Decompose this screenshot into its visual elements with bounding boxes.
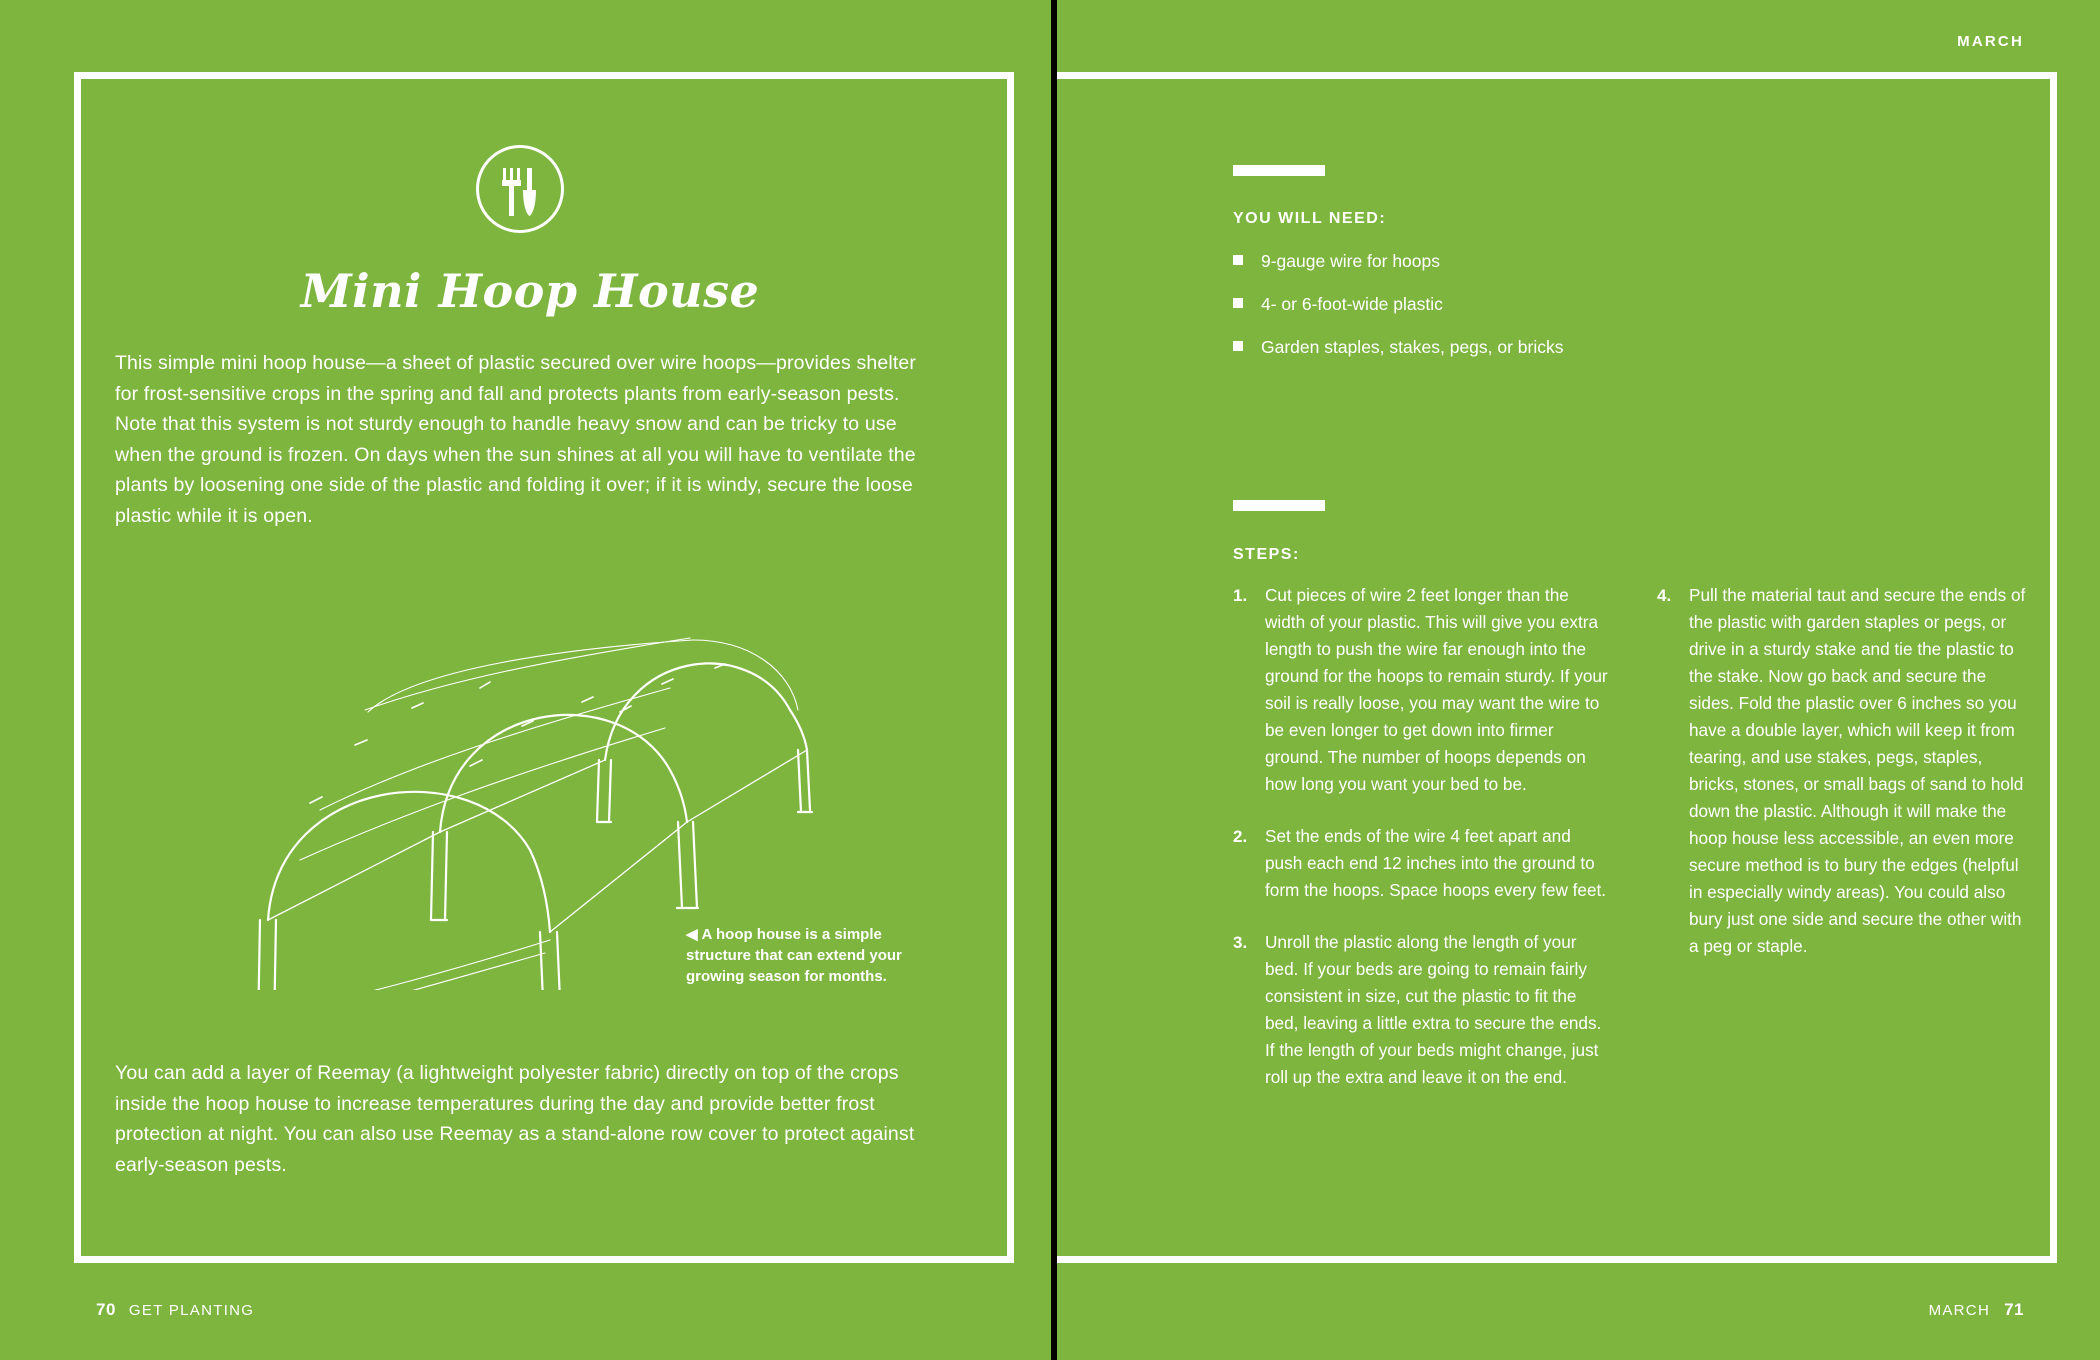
running-head: MARCH xyxy=(1957,33,2024,50)
left-page-number: 70 xyxy=(96,1300,116,1319)
square-bullet-icon xyxy=(1233,255,1243,265)
step-text: Unroll the plastic along the length of your bed. If your beds are going to remain fairly consistent in size, cut the plastic to fit the bed, leaving a little extra to secure the ends. If the length of your beds might change, just roll up the extra and leave it on the end. xyxy=(1265,932,1602,1087)
left-folio-label: GET PLANTING xyxy=(128,1302,255,1319)
step-item xyxy=(1233,582,1609,798)
step-number: 3. xyxy=(1233,933,1248,952)
steps-columns xyxy=(1233,582,2033,1116)
right-page xyxy=(1057,0,2100,1360)
step-item xyxy=(1657,582,2033,960)
step-number: 4. xyxy=(1657,586,1672,605)
step-text: Pull the material taut and secure the ends of the plastic with garden staples or pegs, or drive in a sturdy stake and tie the plastic to the stake. Now go back and secure the sides. Fold the plastic over 6 inches so you have a double layer, which will keep it from tearing, and use stakes, pegs, staples, bricks, stones, or small bags of sand to hold down the plastic. Although it will make the hoop house less accessible, an even more secure method is to bury the edges (helpful in especially windy areas). You could also bury just one side and secure the other with a peg or staple. xyxy=(1689,585,2026,956)
step-number: 1. xyxy=(1233,586,1248,605)
steps-column-left xyxy=(1233,582,1609,1116)
right-folio-label: MARCH xyxy=(1928,1302,1991,1319)
list-item xyxy=(1233,248,1653,274)
outro-paragraph: You can add a layer of Reemay (a lightweight polyester fabric) directly on top of the crops inside the hoop house to increase temperatures during the day and provide better frost protection at night. You can also use Reemay as a stand-alone row cover to protect against early-season pests. xyxy=(115,1062,915,1176)
caption-text: A hoop house is a simple structure that can extend your growing season for months. xyxy=(686,926,902,985)
list-item-label: 4- or 6-foot-wide plastic xyxy=(1261,294,1443,314)
materials-list xyxy=(1233,248,1653,377)
intro-paragraph: This simple mini hoop house—a sheet of plastic secured over wire hoops—provides shelter for frost-sensitive crops in the spring and fall and protects plants from early-season pests. Note that this system is not sturdy enough to handle heavy snow and can be tricky to use when the ground is frozen. On days when the sun shines at all you will have to ventilate the plants by loosening one side of the plastic and folding it over; if it is windy, secure the loose plastic while it is open. xyxy=(115,352,917,527)
step-text: Cut pieces of wire 2 feet longer than the width of your plastic. This will give you extra length to push the wire far enough into the ground for the hoops to remain sturdy. If your soil is really loose, you may want the wire to be even longer to get down into firmer ground. The number of hoops depends on how long you want your bed to be. xyxy=(1265,585,1608,794)
step-item xyxy=(1233,823,1609,904)
steps-section-rule xyxy=(1233,500,1325,511)
right-folio xyxy=(1929,1300,2024,1320)
square-bullet-icon xyxy=(1233,341,1243,351)
need-heading: YOU WILL NEED: xyxy=(1233,210,1387,227)
right-page-number: 71 xyxy=(2004,1300,2024,1319)
garden-tools-icon xyxy=(476,145,564,233)
figure-caption xyxy=(686,924,946,987)
step-text: Set the ends of the wire 4 feet apart and push each end 12 inches into the ground to form the hoops. Space hoops every few feet. xyxy=(1265,826,1607,900)
list-item xyxy=(1233,334,1653,360)
square-bullet-icon xyxy=(1233,298,1243,308)
list-item xyxy=(1233,291,1653,317)
step-number: 2. xyxy=(1233,827,1248,846)
need-section-rule xyxy=(1233,165,1325,176)
caption-arrow-icon: ◀ xyxy=(686,926,698,943)
steps-column-right xyxy=(1657,582,2033,1116)
list-item-label: 9-gauge wire for hoops xyxy=(1261,251,1440,271)
left-folio xyxy=(96,1300,254,1320)
step-item xyxy=(1233,929,1609,1091)
list-item-label: Garden staples, stakes, pegs, or bricks xyxy=(1261,337,1564,357)
steps-heading: STEPS: xyxy=(1233,546,1300,563)
page-title: Mini Hoop House xyxy=(300,264,760,318)
